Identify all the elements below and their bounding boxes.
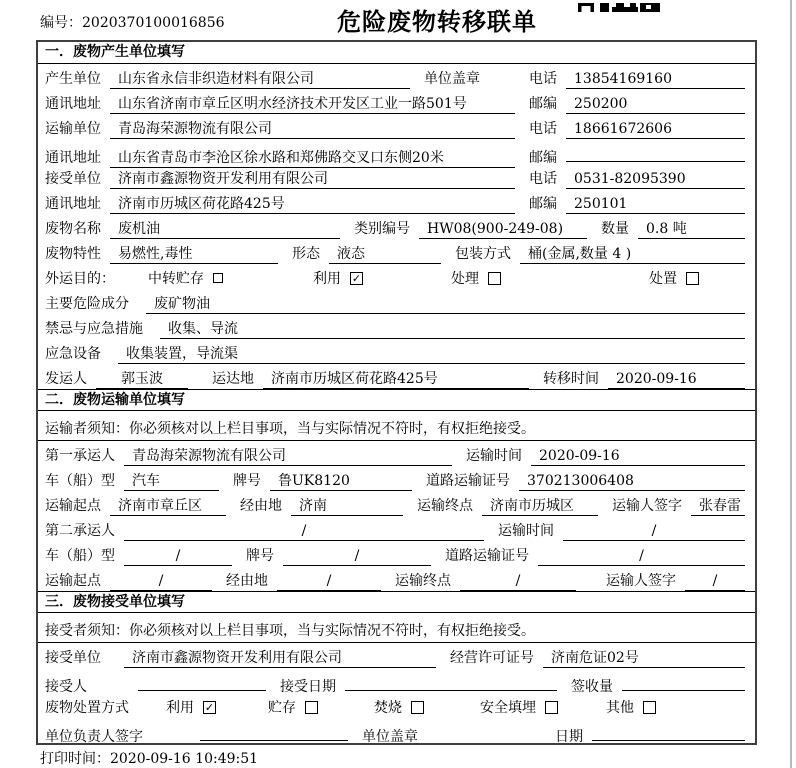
- vehicle-type-value: /: [124, 547, 232, 566]
- purpose-option-utilize: [313, 268, 363, 288]
- main-hazard-value: 废矿物油: [146, 295, 745, 314]
- zip-label: 邮编: [529, 196, 557, 212]
- section2-header: 二．废物运输单位填写: [38, 389, 755, 411]
- row-generator: [38, 64, 755, 89]
- zip-label: 邮编: [529, 150, 557, 166]
- row-waste-name: [38, 214, 755, 239]
- row-acceptor: [38, 668, 755, 693]
- checkbox-treat: [488, 272, 501, 285]
- route-end-label: 运输终点: [395, 573, 451, 589]
- carrier2-value: /: [124, 522, 484, 541]
- checkbox-dispose: [686, 272, 699, 285]
- transporter-zip-group: [529, 143, 745, 167]
- row-responsible-signature: [38, 718, 755, 743]
- generator-zip-group: [529, 93, 745, 114]
- road-license-label: 道路运输证号: [426, 473, 510, 489]
- dispatcher-label: 发运人: [45, 371, 87, 387]
- carrier-sign-value: 张春雷: [691, 497, 745, 516]
- form-value: 液态: [329, 245, 441, 264]
- date-value: [592, 722, 745, 741]
- phone-value: 18661672606: [566, 120, 745, 139]
- via-label: 经由地: [240, 498, 282, 514]
- page-title: 危险废物转移联单: [337, 7, 537, 36]
- row-transporter: [38, 114, 755, 139]
- option-label: 利用: [313, 271, 341, 287]
- option-label: 焚烧: [374, 700, 402, 716]
- row-vehicle2: [38, 541, 755, 566]
- address-label: 通讯地址: [45, 150, 101, 166]
- code-label: 类别编号: [354, 221, 410, 237]
- acceptor-value: [138, 672, 266, 691]
- phone-value: 13854169160: [566, 70, 745, 89]
- row-purpose: [38, 264, 755, 289]
- print-time: [40, 748, 258, 768]
- date-label: 日期: [555, 729, 583, 745]
- route-start-value: 济南市章丘区: [110, 497, 226, 516]
- transfer-time-label: 转移时间: [543, 371, 599, 387]
- form-label: 形态: [292, 246, 320, 262]
- option-label: 处置: [649, 271, 677, 287]
- business-license-label: 经营许可证号: [450, 650, 534, 666]
- checkbox-disposal-other: [643, 701, 656, 714]
- business-license-value: 济南危证02号: [543, 649, 745, 668]
- via-value: /: [277, 572, 381, 591]
- generator-phone-group: [529, 68, 745, 89]
- serial-label: 编号：: [40, 15, 82, 31]
- row-dispatch: [38, 364, 755, 389]
- serial-value: 2020370100016856: [82, 15, 225, 31]
- qty-value: 0.8 吨: [638, 220, 745, 239]
- section3-header: 三．废物接受单位填写: [38, 591, 755, 613]
- vehicle-type-label: 车（船）型: [45, 473, 115, 489]
- phone-label: 电话: [529, 71, 557, 87]
- option-label: 其他: [606, 700, 634, 716]
- row-main-hazard: [38, 289, 755, 314]
- receiver-value: 济南市鑫源物资开发利用有限公司: [110, 170, 515, 189]
- receiver-zip-group: [529, 193, 745, 214]
- route-end-label: 运输终点: [417, 498, 473, 514]
- manifest-form: [36, 40, 757, 745]
- emergency-equipment-label: 应急设备: [45, 346, 101, 362]
- transport-time-value: 2020-09-16: [531, 447, 745, 466]
- row-disposal-method: [38, 693, 755, 718]
- transport-time-label: 运输时间: [466, 448, 522, 464]
- qr-code-fragment-icon: [578, 0, 660, 9]
- received-qty-value: [622, 672, 745, 691]
- carrier-sign-label: 运输人签字: [606, 573, 676, 589]
- accept-date-label: 接受日期: [280, 679, 336, 695]
- qty-label: 数量: [601, 221, 629, 237]
- zip-value: 250200: [566, 95, 745, 114]
- pack-value: 桶(金属,数量 4 ): [520, 245, 745, 264]
- plate-label: 牌号: [246, 548, 274, 564]
- transport-time-label: 运输时间: [498, 523, 554, 539]
- checkbox-disposal-landfill: [545, 701, 558, 714]
- disposal-option-utilize: [166, 697, 216, 717]
- transporter-phone-group: [529, 118, 745, 139]
- seal-label: 单位盖章: [424, 71, 480, 87]
- row-route2: [38, 566, 755, 591]
- purpose-option-treat: [451, 268, 501, 288]
- carrier1-label: 第一承运人: [45, 448, 115, 464]
- row-carrier2: [38, 516, 755, 541]
- disposal-option-store: [268, 697, 318, 717]
- carrier1-value: 青岛海荣源物流有限公司: [124, 447, 452, 466]
- disposal-option-landfill: [480, 697, 558, 717]
- accept-date-value: [345, 672, 557, 691]
- address-value: 济南市历城区荷花路425号: [110, 195, 515, 214]
- waste-property-value: 易燃性,毒性: [110, 245, 278, 264]
- responsible-sign-label: 单位负责人签字: [45, 729, 143, 745]
- receive-unit-value: 济南市鑫源物资开发利用有限公司: [124, 649, 436, 668]
- address-label: 通讯地址: [45, 196, 101, 212]
- row-transporter-notice: [38, 411, 755, 441]
- destination-label: 运达地: [212, 371, 254, 387]
- phone-label: 电话: [529, 171, 557, 187]
- address-label: 通讯地址: [45, 96, 101, 112]
- option-label: 贮存: [268, 700, 296, 716]
- checkbox-disposal-incinerate: [411, 701, 424, 714]
- checkbox-disposal-utilize: ✓: [204, 700, 215, 714]
- disposal-method-label: 废物处置方式: [45, 700, 129, 716]
- address-value: 山东省青岛市李沧区徐水路和郑佛路交叉口东侧20米: [110, 149, 515, 168]
- emergency-equipment-value: 收集装置，导流渠: [118, 345, 745, 364]
- main-hazard-label: 主要危险成分: [45, 296, 129, 312]
- page-edge-line: [790, 0, 792, 768]
- checkbox-transfer-storage: [213, 273, 223, 283]
- unit-seal-label: 单位盖章: [362, 729, 418, 745]
- route-end-value: 济南市历城区: [482, 497, 598, 516]
- receiver-phone-group: [529, 168, 745, 189]
- transporter-label: 运输单位: [45, 121, 101, 137]
- route-end-value: /: [460, 572, 576, 591]
- transfer-time-value: 2020-09-16: [608, 370, 745, 389]
- waste-name-value: 废机油: [110, 220, 340, 239]
- serial-number: [40, 12, 225, 32]
- print-time-label: 打印时间：: [40, 751, 110, 767]
- road-license-label: 道路运输证号: [445, 548, 529, 564]
- dispatcher-value: 郭玉波: [96, 370, 188, 389]
- waste-property-label: 废物特性: [45, 246, 101, 262]
- pack-label: 包装方式: [455, 246, 511, 262]
- row-route1: [38, 491, 755, 516]
- transporter-notice-text: 运输者须知：你必须核对以上栏目事项，当与实际情况不符时，有权拒绝接受。: [45, 421, 535, 437]
- transporter-value: 青岛海荣源物流有限公司: [110, 120, 515, 139]
- responsible-sign-value: [200, 722, 348, 741]
- row-carrier1: [38, 441, 755, 466]
- receiver-label: 接受单位: [45, 171, 101, 187]
- row-receiver-notice: [38, 613, 755, 643]
- zip-value: [566, 143, 745, 162]
- emergency-measures-label: 禁忌与应急措施: [45, 321, 143, 337]
- row-vehicle1: [38, 466, 755, 491]
- generator-value: 山东省永信非织造材料有限公司: [110, 70, 410, 89]
- road-license-value: 370213006408: [519, 472, 745, 491]
- disposal-option-other: [606, 697, 656, 717]
- via-label: 经由地: [226, 573, 268, 589]
- checkbox-utilize: ✓: [351, 271, 362, 285]
- purpose-option-dispose: [649, 268, 699, 288]
- row-receiver-address: [38, 189, 755, 214]
- print-time-value: 2020-09-16 10:49:51: [110, 751, 259, 767]
- vehicle-type-value: 汽车: [124, 472, 219, 491]
- via-value: 济南: [291, 497, 403, 516]
- plate-value: 鲁UK8120: [270, 472, 412, 491]
- row-waste-property: [38, 239, 755, 264]
- route-start-value: /: [110, 572, 212, 591]
- row-receive-unit: [38, 643, 755, 668]
- carrier2-label: 第二承运人: [45, 523, 115, 539]
- option-label: 处理: [451, 271, 479, 287]
- option-label: 利用: [166, 700, 194, 716]
- disposal-option-incinerate: [374, 697, 424, 717]
- receiver-notice-text: 接受者须知：你必须核对以上栏目事项，当与实际情况不符时，有权拒绝接受。: [45, 623, 535, 639]
- purpose-label: 外运目的：: [45, 271, 115, 287]
- acceptor-label: 接受人: [45, 679, 87, 695]
- purpose-option-transfer-storage: [148, 268, 223, 288]
- transport-time-value: /: [563, 522, 745, 541]
- option-label: 安全填埋: [480, 700, 536, 716]
- vehicle-type-label: 车（船）型: [45, 548, 115, 564]
- row-emergency-equipment: [38, 339, 755, 364]
- plate-value: /: [283, 547, 431, 566]
- address-value: 山东省济南市章丘区明水经济技术开发区工业一路501号: [110, 95, 515, 114]
- phone-value: 0531-82095390: [566, 170, 745, 189]
- carrier-sign-label: 运输人签字: [612, 498, 682, 514]
- road-license-value: /: [538, 547, 745, 566]
- zip-value: 250101: [566, 195, 745, 214]
- carrier-sign-value: /: [685, 572, 745, 591]
- generator-label: 产生单位: [45, 71, 101, 87]
- option-label: 中转贮存: [148, 271, 204, 287]
- plate-label: 牌号: [233, 473, 261, 489]
- row-generator-address: [38, 89, 755, 114]
- receive-unit-label: 接受单位: [45, 650, 101, 666]
- destination-value: 济南市历城区荷花路425号: [263, 370, 529, 389]
- waste-name-label: 废物名称: [45, 221, 101, 237]
- received-qty-label: 签收量: [571, 679, 613, 695]
- route-start-label: 运输起点: [45, 498, 101, 514]
- emergency-measures-value: 收集、导流: [160, 320, 745, 339]
- section1-header: 一．废物产生单位填写: [38, 42, 755, 64]
- zip-label: 邮编: [529, 96, 557, 112]
- route-start-label: 运输起点: [45, 573, 101, 589]
- row-transporter-address: [38, 139, 755, 164]
- checkbox-disposal-store: [305, 701, 318, 714]
- phone-label: 电话: [529, 121, 557, 137]
- row-emergency-measures: [38, 314, 755, 339]
- code-value: HW08(900-249-08): [419, 220, 587, 239]
